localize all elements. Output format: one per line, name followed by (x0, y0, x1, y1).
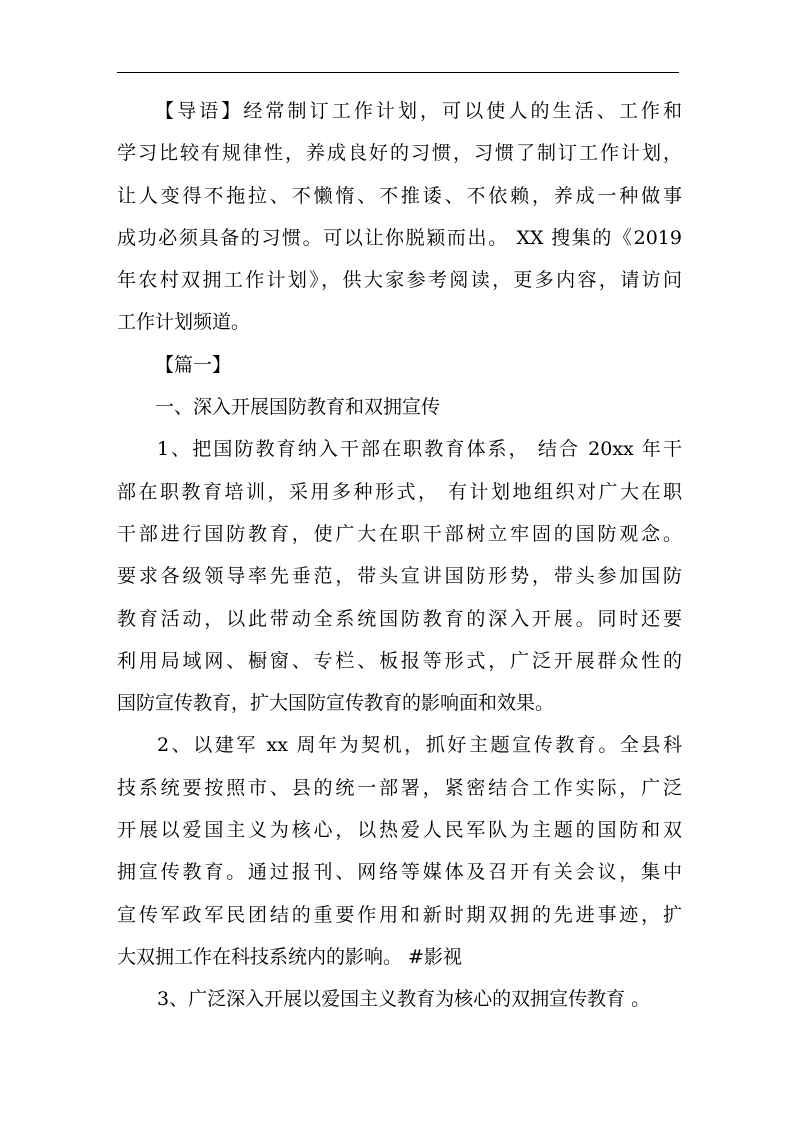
paragraph-2-line-6: 大双拥工作在科技系统内的影响。 #影视 (117, 945, 462, 968)
paragraph-2-line-2: 技系统要按照市、县的统一部署，紧密结合工作实际，广泛 (117, 776, 682, 799)
paragraph-1-line-3: 干部进行国防教育，使广大在职干部树立牢固的国防观念。 (117, 522, 682, 545)
header-rule (117, 72, 679, 73)
document-body (117, 90, 682, 1021)
intro-line-4: 成功必须具备的习惯。可以让你脱颖而出。 XX 搜集的《2019 (117, 226, 682, 249)
paragraph-2-line-5: 宣传军政军民团结的重要作用和新时期双拥的先进事迹，扩 (117, 903, 682, 926)
paragraph-1-line-2: 部在职教育培训，采用多种形式， 有计划地组织对广大在职 (117, 480, 682, 503)
intro-line-5: 年农村双拥工作计划》，供大家参考阅读，更多内容，请访问 (117, 269, 682, 292)
paragraph-2-line-3: 开展以爱国主义为核心，以热爱人民军队为主题的国防和双 (117, 819, 682, 842)
section-heading: 【篇一】 (155, 353, 232, 376)
paragraph-1-line-7: 国防宣传教育，扩大国防宣传教育的影响面和效果。 (117, 692, 555, 715)
paragraph-1-line-6: 利用局域网、橱窗、专栏、板报等形式，广泛开展群众性的 (117, 649, 682, 672)
paragraph-2-line-4: 拥宣传教育。通过报刊、网络等媒体及召开有关会议，集中 (117, 861, 682, 884)
intro-line-1: 【导语】经常制订工作计划，可以使人的生活、工作和 (155, 100, 682, 122)
paragraph-1-line-4: 要求各级领导率先垂范，带头宣讲国防形势，带头参加国防 (117, 565, 682, 588)
intro-line-6: 工作计划频道。 (117, 311, 251, 334)
paragraph-3-line-1: 3、广泛深入开展以爱国主义教育为核心的双拥宣传教育 。 (157, 988, 651, 1011)
intro-line-3: 让人变得不拖拉、不懒惰、不推诿、不依赖，养成一种做事 (117, 184, 682, 207)
paragraph-1-line-5: 教育活动，以此带动全系统国防教育的深入开展。同时还要 (117, 607, 682, 630)
paragraph-2-line-1: 2、以建军 xx 周年为契机，抓好主题宣传教育。全县科 (157, 734, 682, 757)
intro-line-2: 学习比较有规律性，养成良好的习惯，习惯了制订工作计划， (117, 142, 682, 165)
paragraph-1-line-1: 1、把国防教育纳入干部在职教育体系， 结合 20xx 年干 (157, 438, 682, 461)
subsection-heading: 一、深入开展国防教育和双拥宣传 (155, 396, 441, 419)
